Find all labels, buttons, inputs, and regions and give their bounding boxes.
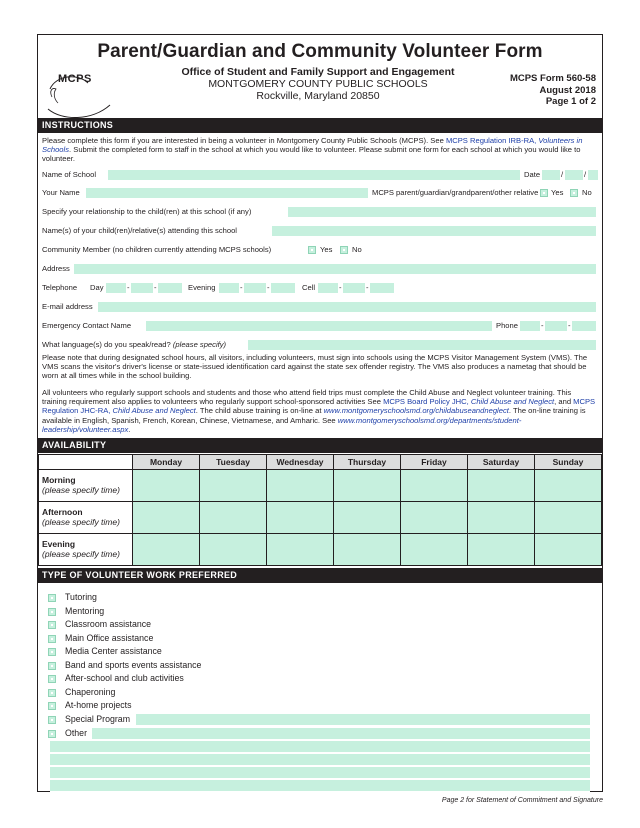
morning-hint: (please specify time)	[42, 484, 120, 495]
other-field[interactable]	[92, 728, 590, 739]
visitor-note: Please note that during designated school hours, all visitors, including volunteers, must sign into schools using the MCPS Visitor Management System (VMS). The VMS scans the visitor's driver's license or state-issued identification card against the state sex offender registry. The VMS also produces a nametag that should be worn at all times while in the school building.	[42, 353, 588, 381]
day-phone-area-field[interactable]	[106, 283, 126, 293]
community-yes-checkbox[interactable]	[308, 246, 316, 254]
date-month-field[interactable]	[542, 170, 560, 180]
relative-question-label: MCPS parent/guardian/grandparent/other relative	[372, 188, 539, 197]
availability-cell[interactable]	[468, 534, 535, 566]
school-name-field[interactable]	[108, 170, 520, 180]
date-sep-2: /	[584, 170, 587, 179]
evening-hint: (please specify time)	[42, 548, 120, 559]
day-phone-dash-2: -	[154, 283, 157, 292]
morning-label: Morning	[42, 475, 76, 485]
volunteer-info-url[interactable]: www.montgomeryschoolsmd.org/departments/student-leadership/volunteer.aspx	[42, 415, 522, 434]
day-phone-prefix-field[interactable]	[131, 283, 153, 293]
work-checkbox[interactable]	[48, 716, 56, 724]
telephone-row	[42, 282, 598, 294]
form-number: MCPS Form 560-58	[509, 73, 596, 84]
emergency-contact-field[interactable]	[146, 321, 492, 331]
cell-phone-prefix-field[interactable]	[343, 283, 365, 293]
availability-cell[interactable]	[200, 470, 267, 502]
day-header: Tuesday	[200, 455, 267, 470]
cell-phone-dash-1: -	[339, 283, 342, 292]
children-row	[42, 225, 598, 237]
availability-cell[interactable]	[535, 502, 602, 534]
emergency-phone-prefix-field[interactable]	[545, 321, 567, 331]
languages-hint: (please specify)	[172, 340, 227, 349]
availability-cell[interactable]	[133, 534, 200, 566]
policy-jhc-title-link[interactable]: Child Abuse and Neglect	[470, 397, 555, 407]
form-number-block	[510, 73, 596, 108]
relationship-label: Specify your relationship to the child(ren) at this school (if any)	[42, 207, 252, 216]
work-option-label: Band and sports events assistance	[65, 660, 202, 670]
cell-phone-line-field[interactable]	[370, 283, 394, 293]
day-header: Saturday	[468, 455, 535, 470]
email-label: E-mail address	[42, 302, 93, 311]
relationship-field[interactable]	[288, 207, 596, 217]
other-line[interactable]	[50, 754, 590, 766]
work-option-label: Other	[65, 728, 88, 738]
availability-cell[interactable]	[468, 470, 535, 502]
emergency-contact-label: Emergency Contact Name	[42, 321, 132, 330]
address-label: Address	[42, 264, 70, 273]
work-option-label: At-home projects	[65, 700, 132, 710]
availability-table	[38, 454, 602, 566]
work-option-label: Special Program	[65, 714, 131, 724]
availability-cell[interactable]	[200, 502, 267, 534]
emergency-phone-dash-1: -	[541, 321, 544, 330]
relative-no-checkbox[interactable]	[570, 189, 578, 197]
address-field[interactable]	[74, 264, 596, 274]
work-checkbox[interactable]	[48, 635, 56, 643]
relative-yes-checkbox[interactable]	[540, 189, 548, 197]
availability-cell[interactable]	[133, 502, 200, 534]
work-checkbox[interactable]	[48, 702, 56, 710]
form-title: Parent/Guardian and Community Volunteer Form	[97, 41, 543, 62]
availability-cell[interactable]	[401, 502, 468, 534]
cell-phone-label: Cell	[302, 283, 316, 292]
your-name-label: Your Name	[42, 188, 80, 197]
your-name-field[interactable]	[86, 188, 368, 198]
languages-label	[42, 339, 226, 351]
work-checkbox[interactable]	[48, 608, 56, 616]
policy-jhc-link[interactable]: MCPS Board Policy JHC,	[383, 397, 471, 407]
community-yes-label: Yes	[320, 245, 333, 254]
date-day-field[interactable]	[565, 170, 583, 180]
other-line[interactable]	[50, 741, 590, 753]
intro-text-b: . Submit the completed form to staff in the school at which you would like to volunteer. Please submit one form for each school at which you would like to volunteer.	[42, 145, 581, 164]
work-heading: TYPE OF VOLUNTEER WORK PREFERRED	[38, 568, 602, 583]
footer-note: Page 2 for Statement of Commitment and Signature	[441, 797, 603, 804]
intro-text-a: Please complete this form if you are interested in being a volunteer in Montgomery County Public Schools (MCPS). See	[42, 136, 446, 145]
telephone-label: Telephone	[42, 283, 78, 292]
child-abuse-training-url[interactable]: www.montgomeryschoolsmd.org/childabuseandneglect	[323, 406, 509, 416]
training-text-e: .	[128, 424, 131, 434]
other-line[interactable]	[50, 767, 590, 779]
form-date: August 2018	[539, 84, 596, 96]
relationship-row	[42, 206, 598, 218]
availability-heading: AVAILABILITY	[38, 438, 602, 453]
availability-cell[interactable]	[267, 534, 334, 566]
evening-phone-line-field[interactable]	[271, 283, 295, 293]
children-names-field[interactable]	[272, 226, 596, 236]
page-indicator: Page 1 of 2	[545, 96, 596, 107]
day-phone-label: Day	[90, 283, 104, 292]
evening-phone-prefix-field[interactable]	[244, 283, 266, 293]
regulation-irb-title-link[interactable]: Volunteers in Schools	[42, 136, 583, 155]
languages-row	[42, 339, 598, 351]
evening-label: Evening	[42, 539, 76, 549]
availability-cell[interactable]	[267, 502, 334, 534]
availability-corner	[39, 455, 133, 470]
availability-row-morning	[39, 470, 602, 502]
emergency-phone-area-field[interactable]	[520, 321, 540, 331]
logo-text: MCPS	[58, 73, 92, 85]
district-name: MONTGOMERY COUNTY PUBLIC SCHOOLS	[208, 78, 428, 90]
community-row	[42, 244, 598, 256]
work-option-label: Media Center assistance	[65, 646, 162, 656]
office-name: Office of Student and Family Support and Engagement	[181, 66, 455, 78]
special-program-field[interactable]	[136, 714, 590, 725]
work-checkbox[interactable]	[48, 675, 56, 683]
email-field[interactable]	[98, 302, 596, 312]
training-text-a: All volunteers who regularly support schools and students and those who attend field trips must complete the Child Abuse and Neglect volunteer training. This training requirement also applies to volunteers who regularly support school-sponsored activities See	[42, 388, 572, 407]
availability-cell[interactable]	[334, 470, 401, 502]
availability-cell[interactable]	[535, 470, 602, 502]
evening-phone-label: Evening	[188, 283, 216, 292]
availability-row-label	[39, 534, 133, 566]
day-phone-dash-1: -	[127, 283, 130, 292]
date-year-field[interactable]	[588, 170, 598, 180]
availability-cell[interactable]	[401, 470, 468, 502]
availability-header-row	[39, 455, 602, 470]
community-no-checkbox[interactable]	[340, 246, 348, 254]
form-page	[37, 34, 603, 792]
work-option-label: After-school and club activities	[65, 673, 184, 683]
cell-phone-dash-2: -	[366, 283, 369, 292]
community-member-label: Community Member (no children currently attending MCPS schools)	[42, 245, 272, 254]
languages-field[interactable]	[248, 340, 596, 350]
training-text-c: . The child abuse training is on-line at	[195, 406, 324, 416]
day-header: Wednesday	[267, 455, 334, 470]
regulation-jhc-link[interactable]: MCPS Regulation JHC-RA,	[42, 397, 596, 416]
your-name-row	[42, 187, 598, 199]
day-header: Thursday	[334, 455, 401, 470]
work-option-label: Mentoring	[65, 606, 105, 616]
work-checkbox[interactable]	[48, 662, 56, 670]
work-option-label: Chaperoning	[65, 687, 116, 697]
work-option-label: Tutoring	[65, 592, 97, 602]
district-location: Rockville, Maryland 20850	[256, 90, 380, 102]
work-option-label: Classroom assistance	[65, 619, 152, 629]
emergency-phone-line-field[interactable]	[572, 321, 596, 331]
availability-cell[interactable]	[267, 470, 334, 502]
regulation-irb-link[interactable]: MCPS Regulation IRB-RA,	[445, 136, 539, 145]
training-note	[42, 388, 598, 434]
availability-cell[interactable]	[133, 470, 200, 502]
school-name-label: Name of School	[42, 170, 97, 179]
date-label: Date	[524, 170, 541, 179]
cell-phone-area-field[interactable]	[318, 283, 338, 293]
office-block	[168, 66, 468, 102]
address-row	[42, 263, 598, 275]
emergency-row	[42, 320, 598, 332]
availability-row-label	[39, 502, 133, 534]
community-no-label: No	[352, 245, 362, 254]
day-header: Monday	[133, 455, 200, 470]
languages-question: What language(s) do you speak/read?	[42, 340, 171, 349]
availability-cell[interactable]	[401, 534, 468, 566]
evening-phone-area-field[interactable]	[219, 283, 239, 293]
work-option-label: Main Office assistance	[65, 633, 154, 643]
instructions-intro	[42, 136, 598, 164]
work-checkbox[interactable]	[48, 648, 56, 656]
school-row	[42, 169, 598, 181]
email-row	[42, 301, 598, 313]
availability-cell[interactable]	[200, 534, 267, 566]
other-line[interactable]	[50, 780, 590, 792]
afternoon-label: Afternoon	[42, 507, 83, 517]
emergency-phone-label: Phone	[496, 321, 518, 330]
availability-cell[interactable]	[334, 534, 401, 566]
evening-phone-dash-2: -	[267, 283, 270, 292]
availability-cell[interactable]	[535, 534, 602, 566]
instructions-heading: INSTRUCTIONS	[38, 118, 602, 133]
work-checkbox[interactable]	[48, 621, 56, 629]
availability-cell[interactable]	[468, 502, 535, 534]
availability-cell[interactable]	[334, 502, 401, 534]
relative-yes-label: Yes	[551, 188, 564, 197]
relative-no-label: No	[582, 188, 592, 197]
day-header: Friday	[401, 455, 468, 470]
day-header: Sunday	[535, 455, 602, 470]
afternoon-hint: (please specify time)	[42, 516, 120, 527]
training-text-d: . The on-line training is available in English, Spanish, French, Korean, Chinese, Vietnamese, and Amharic. See	[42, 406, 586, 425]
day-phone-line-field[interactable]	[158, 283, 182, 293]
work-checkbox[interactable]	[48, 730, 56, 738]
date-sep-1: /	[561, 170, 564, 179]
children-names-label: Name(s) of your child(ren)/relative(s) attending this school	[42, 226, 237, 235]
availability-row-label	[39, 470, 133, 502]
availability-row-evening	[39, 534, 602, 566]
regulation-jhc-title-link[interactable]: Child Abuse and Neglect	[112, 406, 196, 416]
work-checkbox[interactable]	[48, 689, 56, 697]
evening-phone-dash-1: -	[240, 283, 243, 292]
work-checkbox[interactable]	[48, 594, 56, 602]
availability-row-afternoon	[39, 502, 602, 534]
training-text-b: , and	[554, 397, 574, 407]
emergency-phone-dash-2: -	[568, 321, 571, 330]
